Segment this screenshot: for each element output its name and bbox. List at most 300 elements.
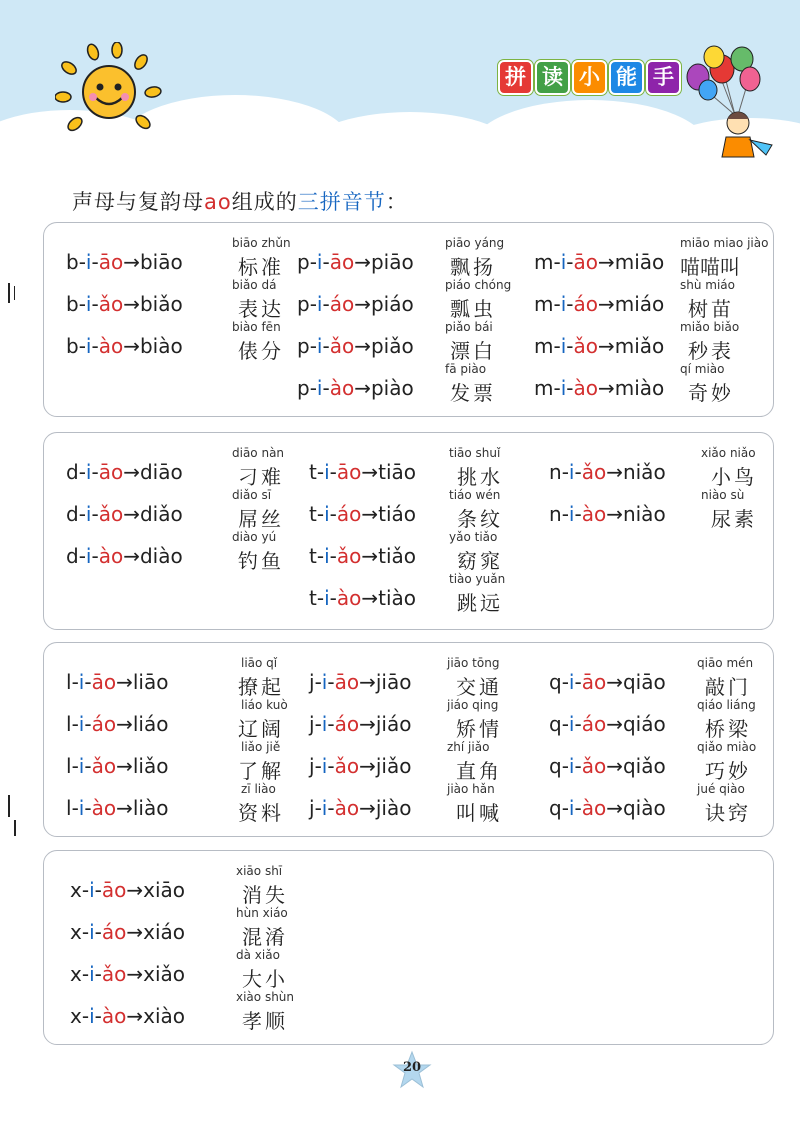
arrow-icon: → <box>123 502 140 526</box>
hyphen: - <box>91 334 99 358</box>
intro-text: 组成的 <box>231 190 298 214</box>
arrow-icon: → <box>126 1004 144 1028</box>
syllable-item <box>534 237 774 279</box>
syllable-result: biāo <box>139 250 183 274</box>
final-vowel: āo <box>98 460 124 484</box>
hyphen: - <box>309 250 317 274</box>
syllable-spelling <box>66 754 168 778</box>
arrow-icon: → <box>597 250 615 274</box>
syllable-result: diǎo <box>139 502 183 526</box>
syllable-result: biào <box>139 334 183 358</box>
syllable-item <box>297 279 537 321</box>
word-hanzi: 尿素 <box>711 507 757 531</box>
syllable-item <box>534 363 774 405</box>
initial-consonant: b <box>66 292 79 316</box>
word-pinyin: liáo kuò <box>241 698 288 712</box>
hyphen: - <box>314 754 322 778</box>
word-pinyin: diào yú <box>232 530 277 544</box>
syllable-result: liǎo <box>132 754 169 778</box>
title-char: 能 <box>609 60 644 95</box>
final-vowel: áo <box>581 712 607 736</box>
syllable-item <box>66 321 306 363</box>
hyphen: - <box>81 1004 90 1028</box>
final-vowel: ào <box>581 502 607 526</box>
syllable-spelling <box>534 292 664 316</box>
initial-consonant: p <box>297 334 310 358</box>
syllable-item <box>66 531 306 573</box>
word-hanzi: 了解 <box>238 759 284 783</box>
hyphen: - <box>327 796 335 820</box>
medial-vowel: i <box>89 878 95 902</box>
hyphen: - <box>574 460 582 484</box>
arrow-icon: → <box>361 586 379 610</box>
medial-vowel: i <box>85 250 92 274</box>
initial-consonant: l <box>66 796 72 820</box>
hyphen: - <box>322 334 330 358</box>
arrow-icon: → <box>116 670 133 694</box>
medial-vowel: i <box>85 460 92 484</box>
final-vowel: ào <box>336 586 362 610</box>
initial-consonant: d <box>66 544 79 568</box>
word-pinyin: xiāo shī <box>236 864 283 878</box>
syllable-item <box>309 783 549 825</box>
section-intro <box>72 186 408 216</box>
word-pinyin: biào fēn <box>232 320 281 334</box>
hyphen: - <box>327 754 335 778</box>
word-hanzi: 敲门 <box>705 675 751 699</box>
syllable-spelling <box>309 712 411 736</box>
medial-vowel: i <box>324 544 330 568</box>
hyphen: - <box>81 878 90 902</box>
initial-consonant: x <box>70 962 82 986</box>
medial-vowel: i <box>321 754 328 778</box>
hyphen: - <box>561 460 569 484</box>
syllable-panel-x <box>43 850 774 1045</box>
word-pinyin: piǎo bái <box>445 320 493 334</box>
medial-vowel: i <box>78 712 85 736</box>
hyphen: - <box>322 376 330 400</box>
final-vowel: ào <box>98 544 124 568</box>
arrow-icon: → <box>354 292 371 316</box>
syllable-item <box>66 699 306 741</box>
syllable-item <box>66 447 306 489</box>
hyphen: - <box>553 334 561 358</box>
initial-consonant: d <box>66 460 79 484</box>
word-pinyin: biāo zhǔn <box>232 236 291 250</box>
arrow-icon: → <box>116 796 133 820</box>
medial-vowel: i <box>316 334 323 358</box>
word-pinyin: yǎo tiǎo <box>449 530 498 544</box>
medial-vowel: i <box>89 920 95 944</box>
syllable-result: jiáo <box>375 712 412 736</box>
hyphen: - <box>574 670 582 694</box>
word-pinyin: piáo chóng <box>445 278 512 292</box>
syllable-item <box>549 699 789 741</box>
hyphen: - <box>94 920 102 944</box>
syllable-result: diāo <box>139 460 183 484</box>
arrow-icon: → <box>359 754 376 778</box>
word-hanzi: 窈窕 <box>457 549 503 573</box>
arrow-icon: → <box>606 460 623 484</box>
syllable-result: diào <box>139 544 183 568</box>
final-vowel: áo <box>334 712 360 736</box>
word-hanzi: 矫情 <box>456 717 502 741</box>
arrow-icon: → <box>126 920 144 944</box>
syllable-spelling <box>309 670 411 694</box>
syllable-spelling <box>70 1004 185 1028</box>
syllable-item <box>70 907 310 949</box>
hyphen: - <box>94 878 102 902</box>
syllable-panel-b-p-m <box>43 222 774 417</box>
medial-vowel: i <box>568 502 575 526</box>
syllable-result: miáo <box>614 292 665 316</box>
hyphen: - <box>316 586 325 610</box>
word-hanzi: 树苗 <box>688 297 734 321</box>
medial-vowel: i <box>89 962 95 986</box>
syllable-spelling <box>309 754 411 778</box>
syllable-spelling <box>309 586 416 610</box>
syllable-result: liáo <box>132 712 169 736</box>
hyphen: - <box>314 796 322 820</box>
syllable-spelling <box>66 460 183 484</box>
syllable-result: miāo <box>614 250 665 274</box>
hyphen: - <box>71 712 79 736</box>
word-hanzi: 漂白 <box>450 339 496 363</box>
arrow-icon: → <box>123 334 140 358</box>
initial-consonant: q <box>549 670 562 694</box>
hyphen: - <box>574 712 582 736</box>
initial-consonant: m <box>534 334 554 358</box>
initial-consonant: t <box>309 502 317 526</box>
hyphen: - <box>329 586 337 610</box>
arrow-icon: → <box>361 502 379 526</box>
syllable-item <box>309 531 549 573</box>
hyphen: - <box>91 544 99 568</box>
final-vowel: ào <box>573 376 598 400</box>
syllable-spelling <box>297 376 414 400</box>
word-hanzi: 跳远 <box>457 591 503 615</box>
word-hanzi: 条纹 <box>457 507 503 531</box>
word-hanzi: 俵分 <box>238 339 284 363</box>
arrow-icon: → <box>359 796 376 820</box>
arrow-icon: → <box>126 878 144 902</box>
syllable-result: piáo <box>370 292 414 316</box>
initial-consonant: n <box>549 502 562 526</box>
syllable-spelling <box>549 670 666 694</box>
arrow-icon: → <box>606 712 623 736</box>
syllable-item <box>309 657 549 699</box>
word-pinyin: jiào hǎn <box>447 782 495 796</box>
initial-consonant: b <box>66 250 79 274</box>
arrow-icon: → <box>359 670 376 694</box>
arrow-icon: → <box>123 250 140 274</box>
hyphen: - <box>81 962 90 986</box>
hyphen: - <box>91 460 99 484</box>
word-hanzi: 直角 <box>456 759 502 783</box>
syllable-item <box>66 489 306 531</box>
hyphen: - <box>314 712 322 736</box>
hyphen: - <box>309 292 317 316</box>
word-hanzi: 瓢虫 <box>450 297 496 321</box>
hyphen: - <box>78 460 86 484</box>
initial-consonant: p <box>297 250 310 274</box>
syllable-item <box>66 237 306 279</box>
word-hanzi: 喵喵叫 <box>680 255 740 279</box>
word-pinyin: jiāo tōng <box>447 656 500 670</box>
arrow-icon: → <box>126 962 144 986</box>
binding-mark <box>14 286 15 300</box>
hyphen: - <box>81 920 90 944</box>
arrow-icon: → <box>597 376 615 400</box>
medial-vowel: i <box>78 754 85 778</box>
final-vowel: āo <box>91 670 117 694</box>
word-hanzi: 孝顺 <box>242 1009 288 1033</box>
word-pinyin: qiāo mén <box>697 656 754 670</box>
final-vowel: āo <box>101 878 127 902</box>
initial-consonant: b <box>66 334 79 358</box>
hyphen: - <box>561 712 569 736</box>
medial-vowel: i <box>78 670 85 694</box>
final-vowel: ǎo <box>329 334 355 358</box>
syllable-panel-l-j-q <box>43 642 774 837</box>
intro-vowel: ao <box>204 190 232 214</box>
syllable-result: miǎo <box>614 334 665 358</box>
syllable-spelling <box>309 544 416 568</box>
arrow-icon: → <box>354 250 371 274</box>
final-vowel: ǎo <box>336 544 362 568</box>
syllable-spelling <box>534 250 664 274</box>
arrow-icon: → <box>606 502 623 526</box>
syllable-result: tiǎo <box>378 544 416 568</box>
medial-vowel: i <box>568 754 575 778</box>
syllable-spelling <box>309 460 416 484</box>
word-hanzi: 资料 <box>238 801 284 825</box>
final-vowel: ǎo <box>573 334 598 358</box>
syllable-spelling <box>66 796 168 820</box>
syllable-result: piāo <box>370 250 414 274</box>
hyphen: - <box>327 670 335 694</box>
word-pinyin: miǎo biǎo <box>680 320 740 334</box>
title-char: 小 <box>572 60 607 95</box>
arrow-icon: → <box>123 544 140 568</box>
word-hanzi: 小鸟 <box>711 465 757 489</box>
hyphen: - <box>71 670 79 694</box>
initial-consonant: q <box>549 754 562 778</box>
initial-consonant: l <box>66 712 72 736</box>
syllable-item <box>309 699 549 741</box>
word-hanzi: 混淆 <box>242 925 288 949</box>
final-vowel: āo <box>334 670 360 694</box>
binding-mark <box>14 820 16 836</box>
word-pinyin: zī liào <box>241 782 276 796</box>
title-char: 手 <box>646 60 681 95</box>
syllable-item <box>534 321 774 363</box>
syllable-spelling <box>66 502 183 526</box>
word-pinyin: piāo yáng <box>445 236 505 250</box>
syllable-result: tiāo <box>378 460 416 484</box>
word-hanzi: 消失 <box>242 883 288 907</box>
syllable-spelling <box>309 502 416 526</box>
final-vowel: áo <box>573 292 598 316</box>
medial-vowel: i <box>568 712 575 736</box>
syllable-result: piào <box>370 376 414 400</box>
syllable-item <box>70 991 310 1033</box>
syllable-result: qiǎo <box>622 754 666 778</box>
final-vowel: ǎo <box>101 962 127 986</box>
hyphen: - <box>327 712 335 736</box>
syllable-item <box>549 489 789 531</box>
medial-vowel: i <box>568 460 575 484</box>
final-vowel: ào <box>91 796 117 820</box>
word-pinyin: xiào shùn <box>236 990 295 1004</box>
syllable-result: qiào <box>622 796 666 820</box>
hyphen: - <box>78 544 86 568</box>
initial-consonant: j <box>309 712 315 736</box>
syllable-result: xiáo <box>143 920 185 944</box>
word-pinyin: qiǎo miào <box>697 740 757 754</box>
hyphen: - <box>561 670 569 694</box>
binding-mark <box>8 283 10 303</box>
initial-consonant: l <box>66 754 72 778</box>
hyphen: - <box>71 754 79 778</box>
word-hanzi: 发票 <box>450 381 496 405</box>
final-vowel: āo <box>336 460 362 484</box>
intro-highlight: 三拼音节 <box>297 190 386 214</box>
medial-vowel: i <box>324 460 330 484</box>
page-number-text: 20 <box>402 1060 422 1075</box>
final-vowel: ǎo <box>98 502 124 526</box>
hyphen: - <box>78 334 86 358</box>
syllable-result: jiāo <box>375 670 412 694</box>
syllable-result: xiào <box>143 1004 185 1028</box>
word-pinyin: diāo nàn <box>232 446 285 460</box>
word-hanzi: 奇妙 <box>688 381 734 405</box>
word-hanzi: 飘扬 <box>450 255 496 279</box>
syllable-item <box>66 783 306 825</box>
hyphen: - <box>561 502 569 526</box>
hyphen: - <box>322 292 330 316</box>
initial-consonant: x <box>70 1004 82 1028</box>
word-hanzi: 大小 <box>242 967 288 991</box>
arrow-icon: → <box>123 292 140 316</box>
hyphen: - <box>309 334 317 358</box>
arrow-icon: → <box>116 754 133 778</box>
syllable-item <box>66 657 306 699</box>
hyphen: - <box>314 670 322 694</box>
word-pinyin: miāo miao jiào <box>680 236 769 250</box>
word-pinyin: hùn xiáo <box>236 906 288 920</box>
arrow-icon: → <box>606 670 623 694</box>
word-hanzi: 秒表 <box>688 339 734 363</box>
syllable-item <box>66 279 306 321</box>
syllable-item <box>70 949 310 991</box>
word-pinyin: diǎo sī <box>232 488 272 502</box>
medial-vowel: i <box>560 376 567 400</box>
hyphen: - <box>84 670 92 694</box>
syllable-result: qiáo <box>622 712 666 736</box>
word-pinyin: niào sù <box>701 488 745 502</box>
syllable-spelling <box>534 334 664 358</box>
intro-text: ： <box>385 190 408 214</box>
syllable-item <box>297 321 537 363</box>
syllable-spelling <box>309 796 411 820</box>
arrow-icon: → <box>354 334 371 358</box>
word-hanzi: 挑水 <box>457 465 503 489</box>
final-vowel: áo <box>336 502 362 526</box>
arrow-icon: → <box>606 796 623 820</box>
page-title <box>498 60 681 95</box>
syllable-spelling <box>66 334 183 358</box>
hyphen: - <box>78 502 86 526</box>
word-pinyin: shù miáo <box>680 278 735 292</box>
word-hanzi: 巧妙 <box>705 759 751 783</box>
syllable-spelling <box>297 250 414 274</box>
initial-consonant: q <box>549 796 562 820</box>
initial-consonant: j <box>309 670 315 694</box>
hyphen: - <box>566 334 574 358</box>
intro-text: 声母与复韵母 <box>72 190 204 214</box>
syllable-spelling <box>66 544 183 568</box>
word-hanzi: 刁难 <box>238 465 284 489</box>
balloon-girl-icon <box>680 45 790 165</box>
initial-consonant: d <box>66 502 79 526</box>
word-pinyin: tiào yuǎn <box>449 572 506 586</box>
final-vowel: āo <box>98 250 124 274</box>
syllable-item <box>309 447 549 489</box>
initial-consonant: x <box>70 878 82 902</box>
syllable-result: jiǎo <box>375 754 412 778</box>
syllable-spelling <box>297 292 414 316</box>
medial-vowel: i <box>85 502 92 526</box>
medial-vowel: i <box>560 292 567 316</box>
syllable-result: tiáo <box>378 502 416 526</box>
word-pinyin: liǎo jiě <box>241 740 281 754</box>
title-char: 读 <box>535 60 570 95</box>
arrow-icon: → <box>597 292 615 316</box>
initial-consonant: j <box>309 754 315 778</box>
syllable-item <box>549 657 789 699</box>
initial-consonant: m <box>534 292 554 316</box>
word-pinyin: fā piào <box>445 362 487 376</box>
syllable-spelling <box>66 712 168 736</box>
initial-consonant: t <box>309 586 317 610</box>
word-pinyin: xiǎo niǎo <box>701 446 756 460</box>
arrow-icon: → <box>123 460 140 484</box>
syllable-panel-d-t-n <box>43 432 774 630</box>
word-pinyin: qí miào <box>680 362 725 376</box>
syllable-item <box>309 741 549 783</box>
syllable-item <box>297 363 537 405</box>
medial-vowel: i <box>324 502 330 526</box>
hyphen: - <box>309 376 317 400</box>
initial-consonant: x <box>70 920 82 944</box>
initial-consonant: p <box>297 376 310 400</box>
syllable-result: jiào <box>375 796 412 820</box>
final-vowel: ǎo <box>334 754 360 778</box>
syllable-spelling <box>549 712 666 736</box>
hyphen: - <box>322 250 330 274</box>
word-pinyin: tiāo shuǐ <box>449 446 501 460</box>
medial-vowel: i <box>89 1004 95 1028</box>
hyphen: - <box>316 544 325 568</box>
syllable-spelling <box>549 460 666 484</box>
arrow-icon: → <box>361 460 379 484</box>
hyphen: - <box>71 796 79 820</box>
word-hanzi: 叫喊 <box>456 801 502 825</box>
hyphen: - <box>329 544 337 568</box>
medial-vowel: i <box>560 250 567 274</box>
hyphen: - <box>84 712 92 736</box>
